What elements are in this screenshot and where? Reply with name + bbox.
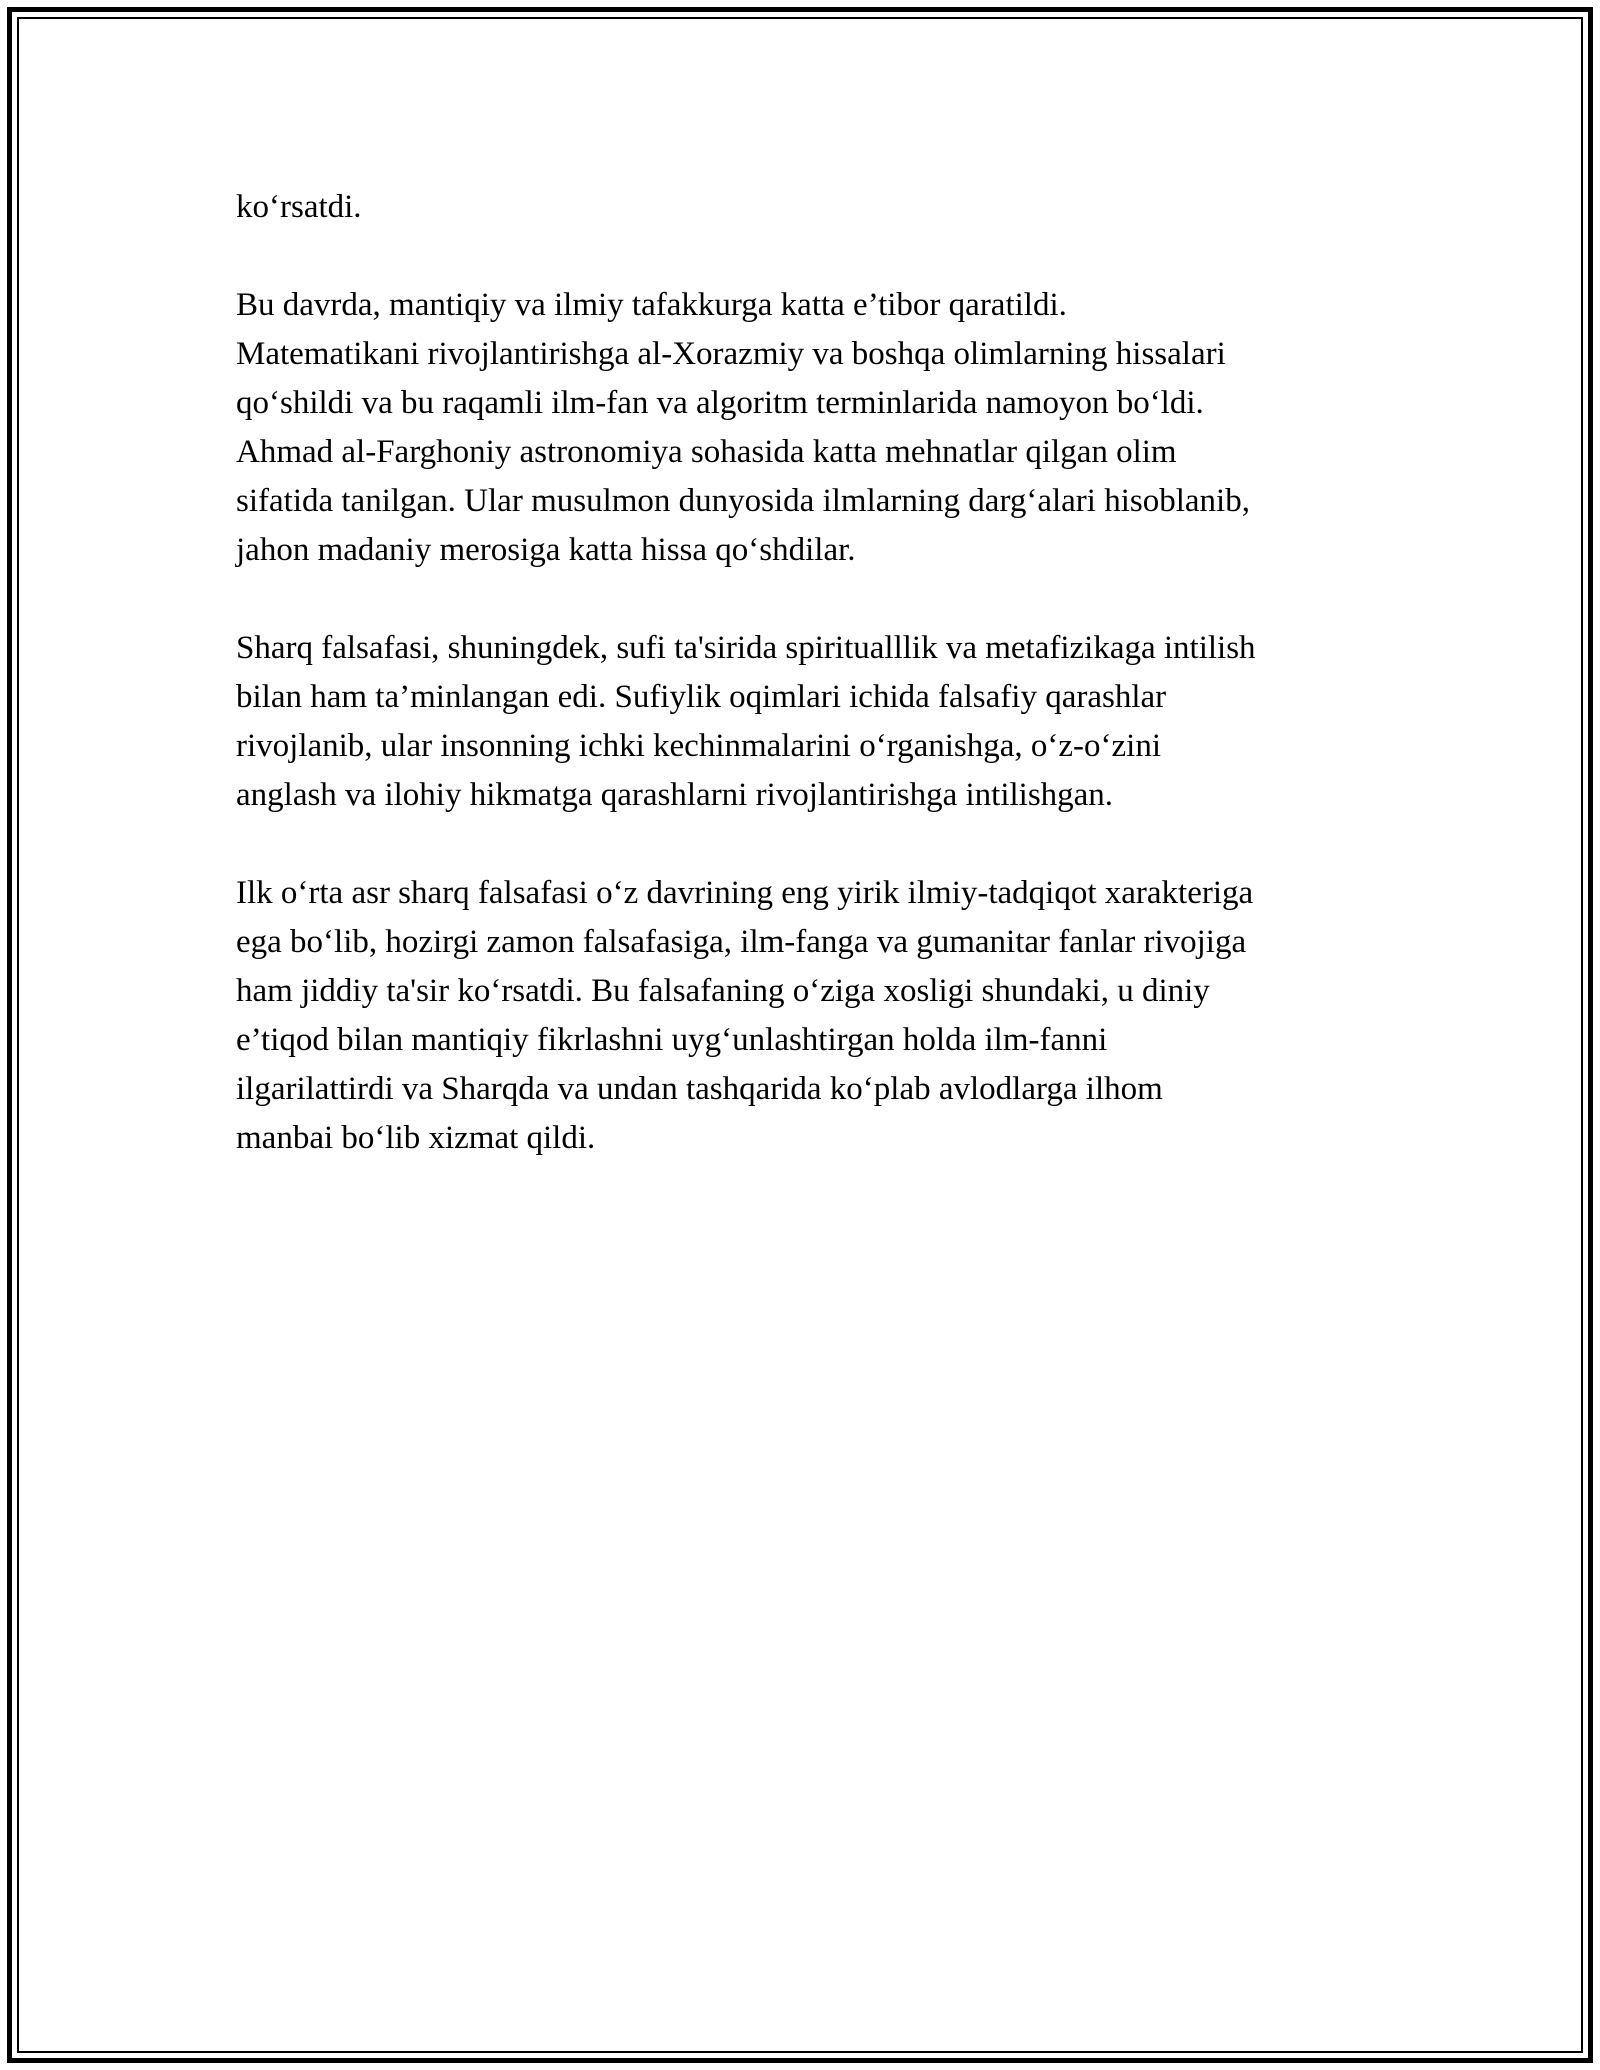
paragraph-logical-scientific-thought: Bu davrda, mantiqiy va ilmiy tafakkurga katta e’tibor qaratildi. Matematikani rivojlantirishga al-Xorazmiy va boshqa olimlarning hissalari qo‘shildi va bu raqamli ilm-fan va algoritm terminlarida namoyon bo‘ldi. Ahmad al-Farghoniy astronomiya sohasida katta mehnatlar qilgan olim sifatida tanilgan. Ular musulmon dunyosida ilmlarning darg‘alari hisoblanib, jahon madaniy merosiga katta hissa qo‘shdilar. xyxy=(236,287,1250,568)
paragraph-early-medieval-philosophy: Ilk o‘rta asr sharq falsafasi o‘z davrining eng yirik ilmiy-tadqiqot xarakteriga ega bo‘lib, hozirgi zamon falsafasiga, ilm-fanga va gumanitar fanlar rivojiga ham jiddiy ta'sir ko‘rsatdi. Bu falsafaning o‘ziga xosligi shundaki, u diniy e’tiqod bilan mantiqiy fikrlashni uyg‘unlashtirgan holda ilm-fanni ilgarilattirdi va Sharqda va undan tashqarida ko‘plab avlodlarga ilhom manbai bo‘lib xizmat qildi. xyxy=(236,875,1254,1156)
document-body xyxy=(236,183,1386,1212)
paragraph-continuation: ko‘rsatdi. xyxy=(236,189,362,225)
paragraph-sufi-philosophy: Sharq falsafasi, shuningdek, sufi ta'sirida spiritualllik va metafizikaga intilish bilan ham ta’minlangan edi. Sufiylik oqimlari ichida falsafiy qarashlar rivojlanib, ular insonning ichki kechinmalarini o‘rganishga, o‘z-o‘zini anglash va ilohiy hikmatga qarashlarni rivojlantirishga intilishgan. xyxy=(236,630,1256,813)
